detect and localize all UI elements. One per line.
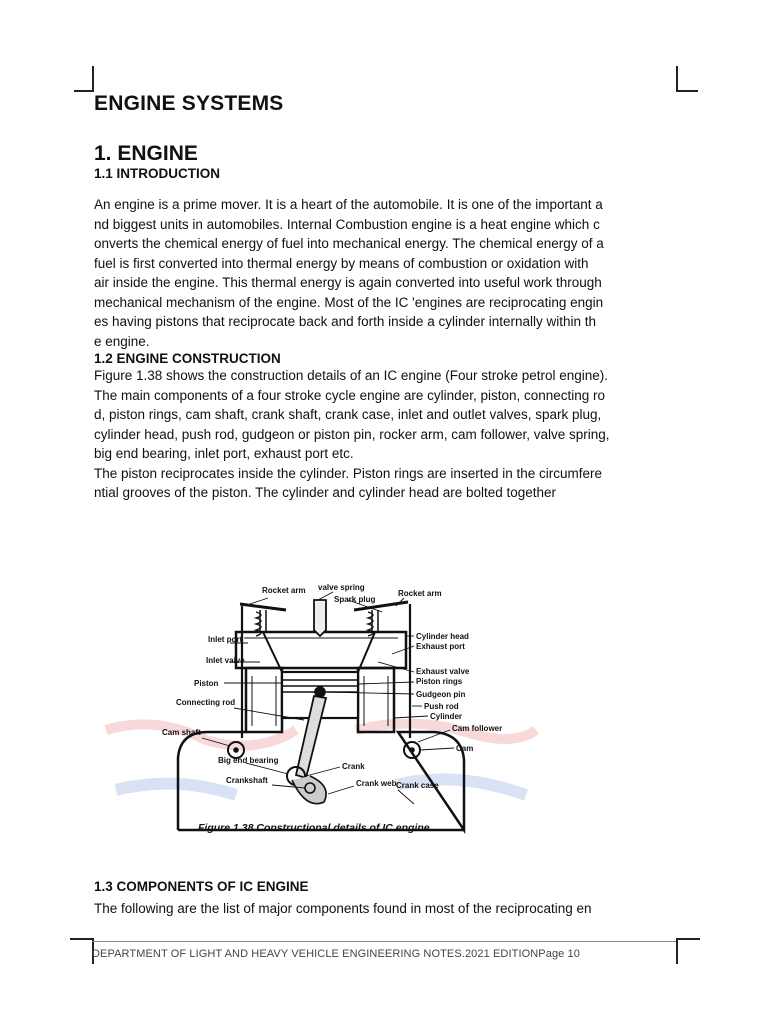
document-title: ENGINE SYSTEMS bbox=[94, 92, 284, 115]
label-crank-web: Crank web bbox=[356, 779, 397, 788]
spark-plug bbox=[314, 600, 326, 636]
label-push-rod: Push rod bbox=[424, 702, 459, 711]
crank-web bbox=[292, 776, 326, 804]
introduction-paragraph bbox=[94, 195, 678, 351]
page-footer: DEPARTMENT OF LIGHT AND HEAVY VEHICLE ENGINEERING NOTES.2021 EDITIONPage 10 bbox=[92, 948, 580, 960]
footer-rule bbox=[92, 941, 676, 942]
label-cylinder: Cylinder bbox=[430, 712, 463, 721]
label-spark-plug: Spark plug bbox=[334, 595, 376, 604]
page-content bbox=[94, 92, 678, 503]
label-cam-follower: Cam follower bbox=[452, 724, 503, 733]
text-line: big end bearing, inlet port, exhaust port etc. bbox=[94, 446, 354, 461]
label-crankshaft: Crankshaft bbox=[226, 776, 268, 785]
rocker-arm-left bbox=[240, 604, 286, 610]
chapter-title: 1. ENGINE bbox=[94, 142, 198, 165]
label-gudgeon-pin: Gudgeon pin bbox=[416, 690, 466, 699]
text-line: An engine is a prime mover. It is a heart of the automobile. It is one of the important a bbox=[94, 197, 603, 212]
section-heading-components: 1.3 COMPONENTS OF IC ENGINE bbox=[94, 879, 309, 894]
crop-mark-top-left bbox=[74, 66, 94, 92]
text-line: Figure 1.38 shows the construction details of an IC engine (Four stroke petrol engine). bbox=[94, 368, 609, 383]
label-crank: Crank bbox=[342, 762, 365, 771]
text-line: d, piston rings, cam shaft, crank shaft, crank case, inlet and outlet valves, spark plug, bbox=[94, 407, 602, 422]
label-inlet-valve: Inlet valve bbox=[206, 656, 245, 665]
label-rocket-arm-right: Rocket arm bbox=[398, 589, 442, 598]
cylinder-left-wall bbox=[246, 668, 282, 732]
text-line: e engine. bbox=[94, 333, 150, 349]
label-cam-shaft: Cam shaft bbox=[162, 728, 201, 737]
engine-diagram-figure bbox=[96, 580, 538, 842]
components-intro-line: The following are the list of major components found in most of the reciprocating en bbox=[94, 901, 592, 916]
label-cylinder-head: Cylinder head bbox=[416, 632, 469, 641]
label-cam: Cam bbox=[456, 744, 474, 753]
text-line: es having pistons that reciprocate back and forth inside a cylinder internally within th bbox=[94, 314, 597, 329]
label-inlet-port: Inlet port bbox=[208, 635, 243, 644]
text-line: nd biggest units in automobiles. Internal Combustion engine is a heat engine which c bbox=[94, 216, 600, 232]
ic-engine-diagram bbox=[96, 580, 538, 842]
crop-mark-bottom-right bbox=[676, 938, 700, 964]
label-exhaust-valve: Exhaust valve bbox=[416, 667, 470, 676]
crop-mark-bottom-left bbox=[70, 938, 94, 964]
gudgeon-pin bbox=[315, 687, 325, 697]
text-line: air inside the engine. This thermal energy is again converted into useful work through bbox=[94, 275, 602, 290]
section-heading-introduction: 1.1 INTRODUCTION bbox=[94, 166, 221, 181]
text-line: The main components of a four stroke cycle engine are cylinder, piston, connecting ro bbox=[94, 387, 606, 403]
crop-mark-top-right bbox=[676, 66, 698, 92]
label-exhaust-port: Exhaust port bbox=[416, 642, 465, 651]
label-crank-case: Crank case bbox=[396, 781, 439, 790]
label-connecting-rod: Connecting rod bbox=[176, 698, 236, 707]
text-line: cylinder head, push rod, gudgeon or piston pin, rocker arm, cam follower, valve spring, bbox=[94, 426, 610, 442]
text-line: mechanical mechanism of the engine. Most of the IC 'engines are reciprocating engin bbox=[94, 294, 604, 310]
label-rocket-arm-left: Rocket arm bbox=[262, 586, 306, 595]
section-heading-engine-construction: 1.2 ENGINE CONSTRUCTION bbox=[94, 351, 281, 366]
text-line: onverts the chemical energy of fuel into mechanical energy. The chemical energy of a bbox=[94, 236, 604, 251]
text-line: ntial grooves of the piston. The cylinder and cylinder head are bolted together bbox=[94, 485, 557, 500]
label-piston-rings: Piston rings bbox=[416, 677, 463, 686]
text-line: fuel is first converted into thermal energy by means of combustion or oxidation with bbox=[94, 255, 589, 271]
label-big-end-bearing: Big end bearing bbox=[218, 756, 279, 765]
text-line: The piston reciprocates inside the cylinder. Piston rings are inserted in the circumfere bbox=[94, 465, 602, 481]
figure-caption: Figure 1.38 Constructional details of IC engine bbox=[198, 822, 430, 834]
construction-paragraph bbox=[94, 366, 678, 503]
label-valve-spring: valve spring bbox=[318, 583, 365, 592]
label-piston: Piston bbox=[194, 679, 219, 688]
